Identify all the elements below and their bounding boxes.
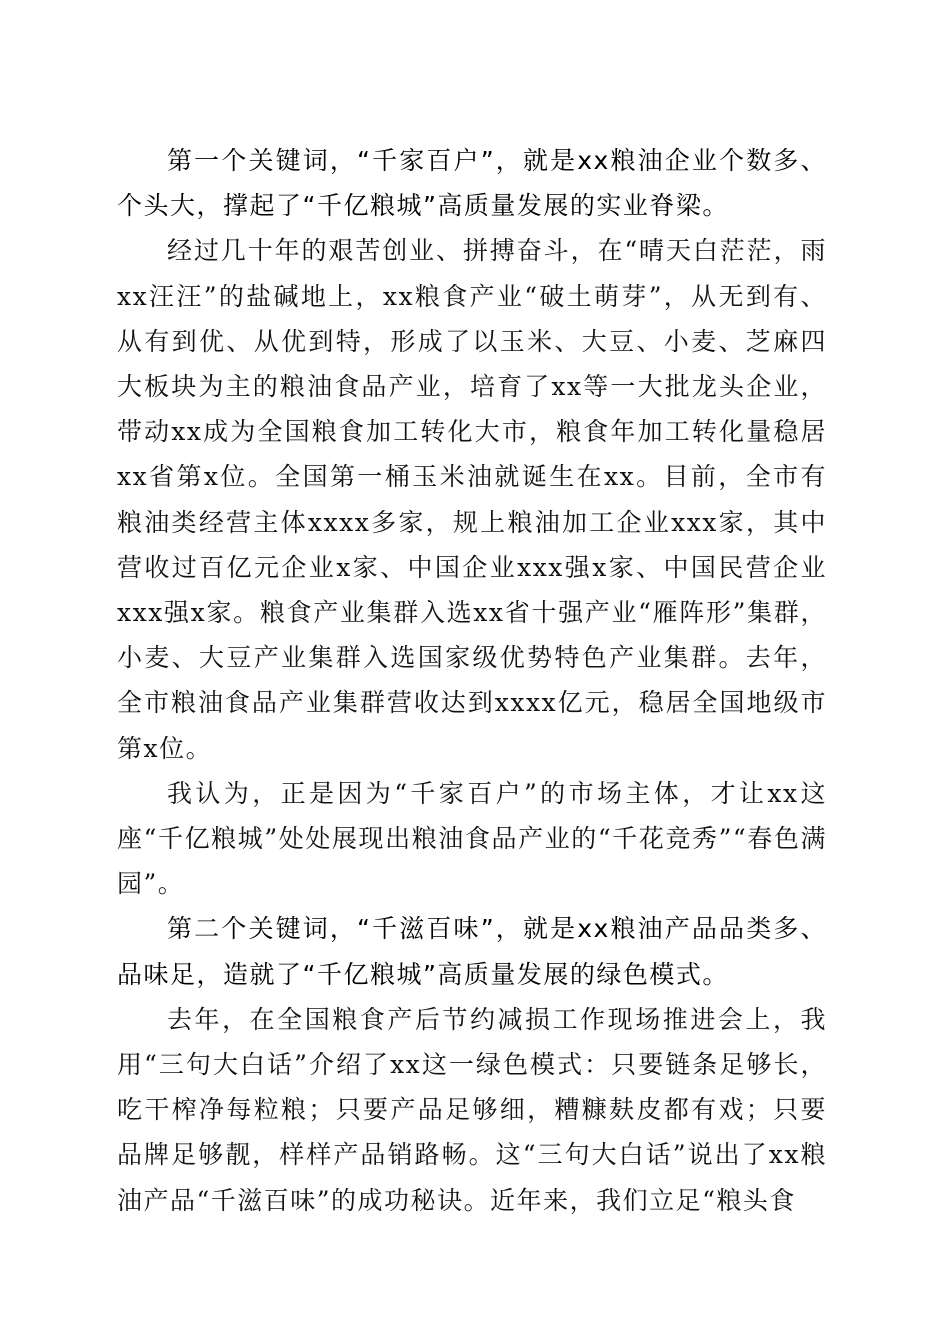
body-paragraph: 去年，在全国粮食产后节约减损工作现场推进会上，我用“三句大白话”介绍了xx这一绿色模式：只要链条足够长，吃干榨净每粒粮；只要产品足够细，糟糠麸皮都有戏；只要品牌足够靓，样样产品销路畅。这“三句大白话”说出了xx粮油产品“千滋百味”的成功秘诀。近年来，我们立足“粮头食 [117, 1004, 827, 1215]
document-body [117, 138, 827, 1223]
body-paragraph: 我认为，正是因为“千家百户”的市场主体，才让xx这座“千亿粮城”处处展现出粮油食品产业的“千花竞秀”“春色满园”。 [117, 778, 827, 899]
body-paragraph: 经过几十年的艰苦创业、拼搏奋斗，在“晴天白茫茫，雨xx汪汪”的盐碱地上，xx粮食产业“破土萌芽”，从无到有、从有到优、从优到特，形成了以玉米、大豆、小麦、芝麻四大板块为主的粮油食品产业，培育了xx等一大批龙头企业，带动xx成为全国粮食加工转化大市，粮食年加工转化量稳居xx省第x位。全国第一桶玉米油就诞生在xx。目前，全市有粮油类经营主体xxxx多家，规上粮油加工企业xxx家，其中营收过百亿元企业x家、中国企业xxx强x家、中国民营企业xxx强x家。粮食产业集群入选xx省十强产业“雁阵形”集群，小麦、大豆产业集群入选国家级优势特色产业集群。去年，全市粮油食品产业集群营收达到xxxx亿元，稳居全国地级市第x位。 [117, 236, 827, 763]
keyword-heading-1: 第一个关键词，“千家百户”，就是xx粮油企业个数多、个头大，撑起了“千亿粮城”高质量发展的实业脊梁。 [117, 146, 827, 221]
keyword-heading-2: 第二个关键词，“千滋百味”，就是xx粮油产品品类多、品味足，造就了“千亿粮城”高质量发展的绿色模式。 [117, 914, 827, 989]
